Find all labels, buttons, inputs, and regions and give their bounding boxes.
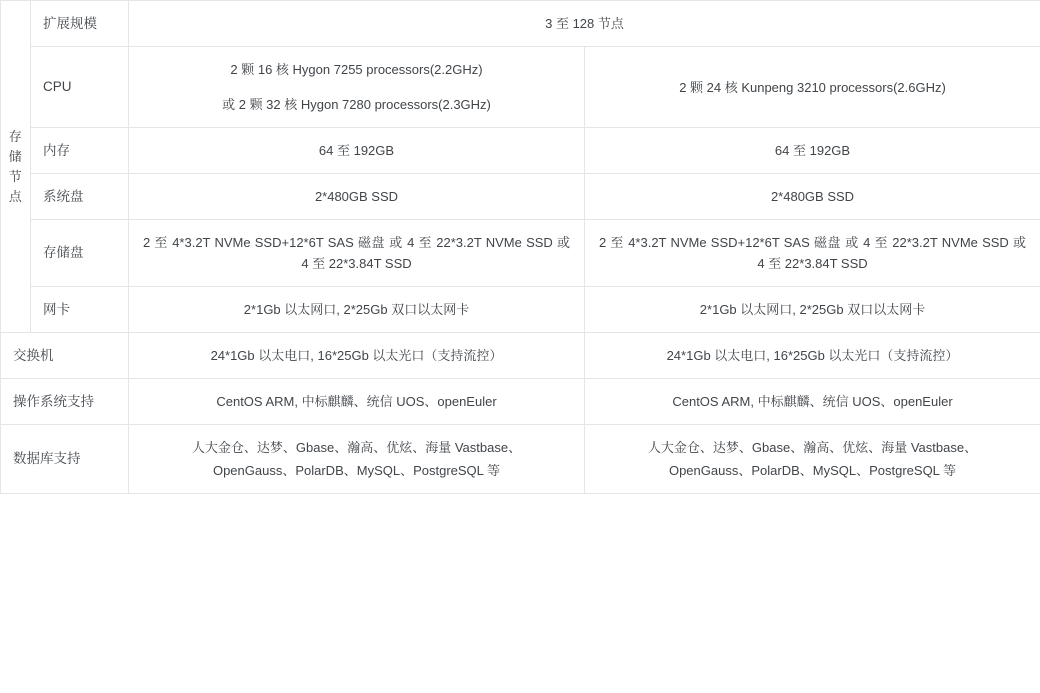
row-value-col1: 2*1Gb 以太网口, 2*25Gb 双口以太网卡 [129, 287, 585, 333]
table-row [1, 1, 1040, 47]
row-value-col1: 24*1Gb 以太电口, 16*25Gb 以太光口（支持流控） [129, 333, 585, 379]
row-label: 内存 [31, 128, 129, 174]
row-value-span: 3 至 128 节点 [129, 1, 1040, 47]
value-line: 人大金仓、达梦、Gbase、瀚高、优炫、海量 Vastbase、 [191, 440, 522, 455]
row-group-storage-node [1, 1, 31, 333]
value-line: 2 颗 24 核 Kunpeng 3210 processors(2.6GHz) [679, 79, 946, 95]
table-row [1, 220, 1040, 287]
row-value-col2: 24*1Gb 以太电口, 16*25Gb 以太光口（支持流控） [585, 333, 1040, 379]
row-value-col1: 2 至 4*3.2T NVMe SSD+12*6T SAS 磁盘 或 4 至 22*3.2T NVMe SSD 或 4 至 22*3.84T SSD [129, 220, 585, 287]
row-value-col2: 2 至 4*3.2T NVMe SSD+12*6T SAS 磁盘 或 4 至 22*3.2T NVMe SSD 或 4 至 22*3.84T SSD [585, 220, 1040, 287]
row-value-col2 [585, 47, 1040, 128]
row-value-col1 [129, 425, 585, 494]
row-label: 数据库支持 [1, 425, 129, 494]
row-value-col2: 2*1Gb 以太网口, 2*25Gb 双口以太网卡 [585, 287, 1040, 333]
table-row [1, 47, 1040, 128]
row-label: 扩展规模 [31, 1, 129, 47]
row-label: 交换机 [1, 333, 129, 379]
row-value-col1: 2*480GB SSD [129, 174, 585, 220]
value-line: OpenGauss、PolarDB、MySQL、PostgreSQL 等 [668, 463, 957, 478]
row-label: CPU [31, 47, 129, 128]
table-row [1, 174, 1040, 220]
row-label: 存储盘 [31, 220, 129, 287]
row-value-col1: CentOS ARM, 中标麒麟、统信 UOS、openEuler [129, 379, 585, 425]
value-line: 或 2 颗 32 核 Hygon 7280 processors(2.3GHz) [222, 97, 491, 112]
value-line: OpenGauss、PolarDB、MySQL、PostgreSQL 等 [212, 463, 501, 478]
value-line: 2 颗 16 核 Hygon 7255 processors(2.2GHz) [230, 62, 483, 77]
table-row [1, 425, 1040, 494]
row-label: 操作系统支持 [1, 379, 129, 425]
row-value-col2: 2*480GB SSD [585, 174, 1040, 220]
row-value-col1: 64 至 192GB [129, 128, 585, 174]
row-value-col2: 64 至 192GB [585, 128, 1040, 174]
row-label: 系统盘 [31, 174, 129, 220]
row-value-col2 [585, 425, 1040, 494]
value-line: 人大金仓、达梦、Gbase、瀚高、优炫、海量 Vastbase、 [647, 440, 978, 455]
row-group-label: 存 储 节 点 [8, 128, 23, 204]
row-value-col2: CentOS ARM, 中标麒麟、统信 UOS、openEuler [585, 379, 1040, 425]
table-row [1, 379, 1040, 425]
row-value-col1 [129, 47, 585, 128]
row-label: 网卡 [31, 287, 129, 333]
table-row [1, 333, 1040, 379]
table-row [1, 128, 1040, 174]
table-row [1, 287, 1040, 333]
